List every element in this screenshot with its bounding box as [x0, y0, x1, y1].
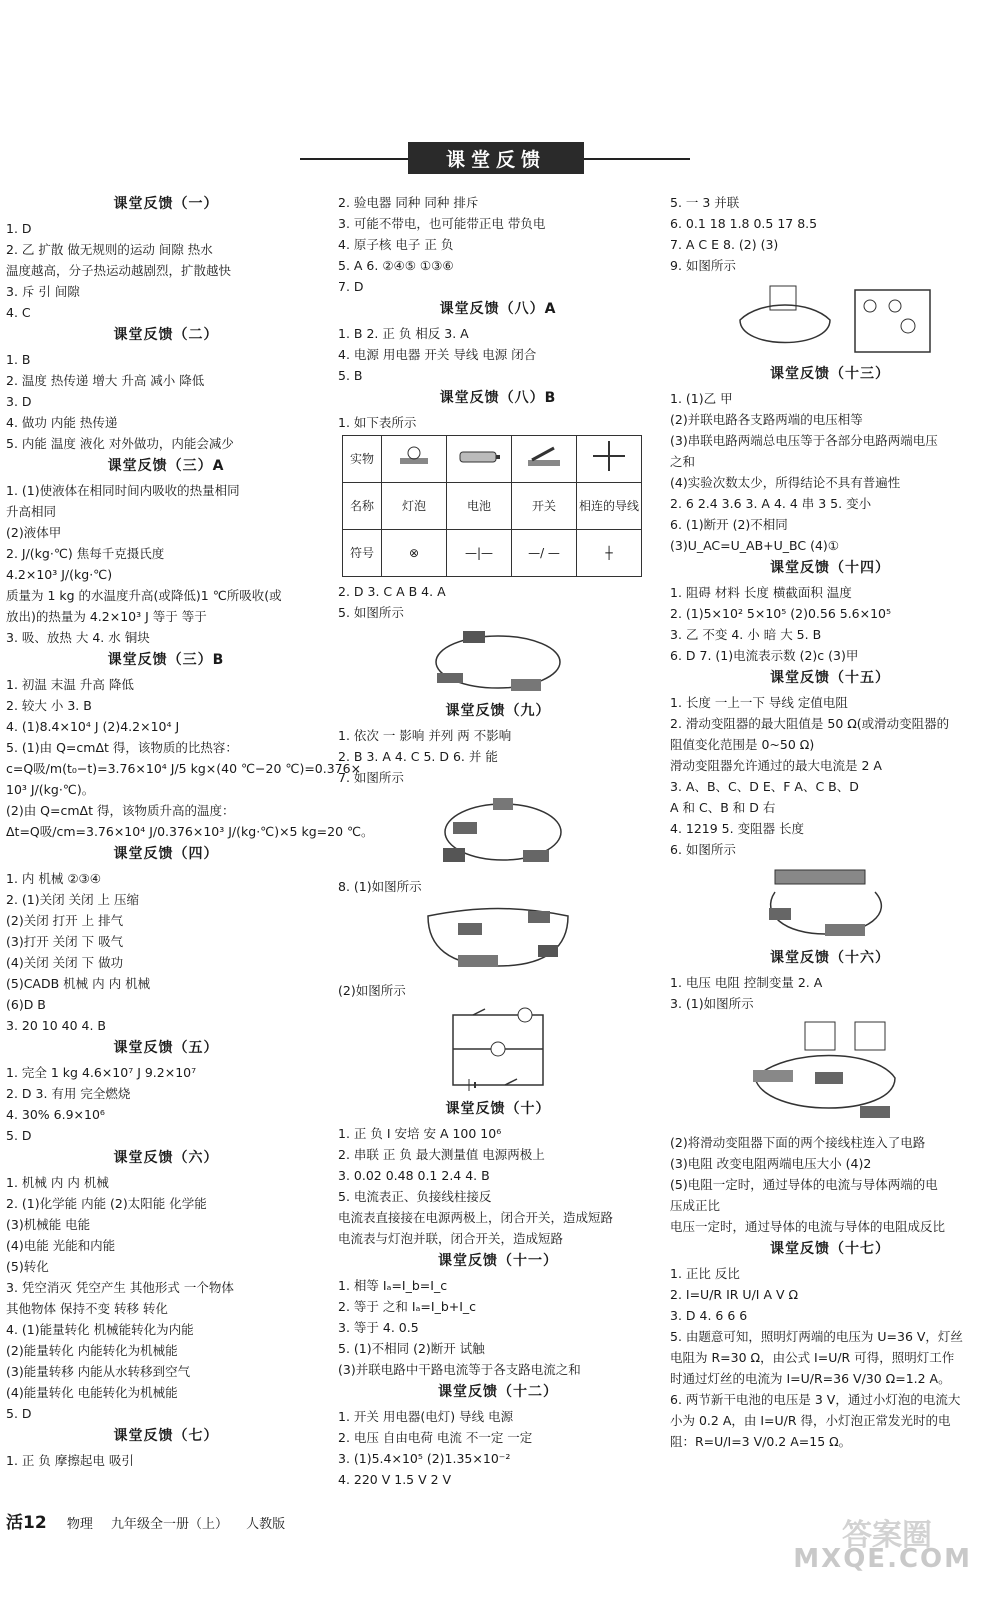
circuit-symbol-table — [342, 435, 642, 577]
answer-line: 4. C — [6, 305, 31, 320]
answer-line: 10³ J/(kg·℃)。 — [6, 782, 95, 797]
answer-line: (3)电阻 改变电阻两端电压大小 (4)2 — [670, 1156, 872, 1171]
answer-line: 1. (1)乙 甲 — [670, 391, 733, 406]
answer-line: 1. B 2. 正 负 相反 3. A — [338, 326, 469, 341]
answer-line: 之和 — [670, 454, 696, 469]
answer-line: 1. 开关 用电器(电灯) 导线 电源 — [338, 1409, 514, 1424]
answer-line: (2)能量转化 内能转化为机械能 — [6, 1343, 178, 1358]
answer-line: 6. 0.1 18 1.8 0.5 17 8.5 — [670, 216, 818, 231]
answer-line: 1. 如下表所示 — [338, 415, 417, 430]
table-symbol-battery: —|— — [447, 530, 512, 577]
answer-line: 1. 正 负 I 安培 安 A 100 10⁶ — [338, 1126, 502, 1141]
answer-line: 5. A 6. ②④⑤ ①③⑥ — [338, 258, 454, 273]
circuit-figure-12-9 — [720, 280, 940, 360]
table-object-bulb — [382, 436, 447, 483]
answer-line: (5)转化 — [6, 1259, 49, 1274]
answer-line: (2)由 Q=cmΔt 得，该物质升高的温度： — [6, 803, 235, 818]
circuit-figure-8b-5 — [423, 627, 573, 697]
answer-line: (2)并联电路各支路两端的电压相等 — [670, 412, 863, 427]
answer-line: 2. D 3. 有用 完全燃烧 — [6, 1086, 131, 1101]
table-head-symbol: 符号 — [343, 530, 382, 577]
table-name-battery: 电池 — [447, 483, 512, 530]
col2-block-a — [338, 192, 658, 433]
answer-line: 时通过灯丝的电流为 I=U/R=36 V/30 Ω=1.2 A。 — [670, 1371, 951, 1386]
answer-line: 2. J/(kg·℃) 焦每千克摄氏度 — [6, 546, 165, 561]
answer-line: 电流表直接接在电源两极上，闭合开关，造成短路 — [338, 1210, 614, 1225]
answer-line: (3)机械能 电能 — [6, 1217, 91, 1232]
answer-line: 2. 6 2.4 3.6 3. A 4. 4 串 3 5. 变小 — [670, 496, 872, 511]
answer-line: 1. 长度 一上一下 导线 定值电阻 — [670, 695, 848, 710]
watermark-url: MXQE.COM — [793, 1544, 972, 1574]
answer-line: (2)关闭 打开 上 排气 — [6, 913, 124, 928]
answer-line: 1. 电压 电阻 控制变量 2. A — [670, 975, 823, 990]
circuit-diagram-9-8-2 — [443, 1005, 553, 1095]
answer-line: 3. 凭空消灭 凭空产生 其他形式 一个物体 — [6, 1280, 234, 1295]
answer-line: 小为 0.2 A，由 I=U/R 得，小灯泡正常发光时的电 — [670, 1413, 951, 1428]
answer-line: 1. 正比 反比 — [670, 1266, 740, 1281]
section-heading: 课堂反馈（十二） — [438, 1384, 558, 1400]
col2-block-c — [338, 701, 658, 788]
section-heading: 课堂反馈（五） — [113, 1040, 219, 1056]
answer-line: 2. (1)5×10² 5×10⁵ (2)0.56 5.6×10⁵ — [670, 606, 892, 621]
answer-line: 2. 验电器 同种 同种 排斥 — [338, 195, 479, 210]
answer-line: 5. (1)不相同 (2)断开 试触 — [338, 1341, 485, 1356]
answer-line: 5. B — [338, 368, 363, 383]
section-heading: 课堂反馈（三）B — [107, 652, 225, 668]
answer-line: 阻值变化范围是 0~50 Ω) — [670, 737, 815, 752]
table-name-wires: 相连的导线 — [577, 483, 642, 530]
section-heading: 课堂反馈（十三） — [770, 366, 890, 382]
section-heading: 课堂反馈（十五） — [770, 670, 890, 686]
table-symbol-bulb: ⊗ — [382, 530, 447, 577]
answer-line: 4.2×10³ J/(kg·℃) — [6, 567, 113, 582]
answer-line: 2. (1)关闭 关闭 上 压缩 — [6, 892, 140, 907]
watermark-logo: 答案圈 — [842, 1518, 932, 1553]
section-heading: 课堂反馈（三）A — [107, 458, 225, 474]
answer-line: 6. 两节新干电池的电压是 3 V，通过小灯泡的电流大 — [670, 1392, 961, 1407]
footer-grade: 九年级全一册（上） — [110, 1517, 228, 1532]
answer-line: 其他物体 保持不变 转移 转化 — [6, 1301, 168, 1316]
answer-line: 3. (1)5.4×10⁵ (2)1.35×10⁻² — [338, 1451, 511, 1466]
answer-line: (3)打开 关闭 下 吸气 — [6, 934, 124, 949]
answer-line: 3. (1)如图所示 — [670, 996, 754, 1011]
col2-block-e — [338, 980, 658, 1001]
answer-line: (5)电阻一定时，通过导体的电流与导体两端的电 — [670, 1177, 938, 1192]
answer-line: 阻：R=U/I=3 V/0.2 A=15 Ω。 — [670, 1434, 852, 1449]
table-name-switch: 开关 — [512, 483, 577, 530]
section-heading: 课堂反馈（一） — [113, 196, 219, 212]
answer-line: 2. 等于 之和 Iₐ=I_b+I_c — [338, 1299, 477, 1314]
section-heading: 课堂反馈（九） — [445, 703, 551, 719]
answer-line: 1. 阻碍 材料 长度 横截面积 温度 — [670, 585, 852, 600]
answer-line: 2. 电压 自由电荷 电流 不一定 一定 — [338, 1430, 533, 1445]
answer-line: 3. 等于 4. 0.5 — [338, 1320, 419, 1335]
answer-line: 4. 原子核 电子 正 负 — [338, 237, 454, 252]
col3-block-a — [670, 192, 990, 276]
section-heading: 课堂反馈（八）B — [439, 390, 557, 406]
column-right — [670, 192, 990, 1452]
answer-line: 7. A C E 8. (2) (3) — [670, 237, 779, 252]
answer-line: 3. 可能不带电，也可能带正电 带负电 — [338, 216, 546, 231]
answer-line: 5. 由题意可知，照明灯两端的电压为 U=36 V，灯丝 — [670, 1329, 963, 1344]
answer-line: 4. 30% 6.9×10⁶ — [6, 1107, 105, 1122]
answer-line: 3. 吸、放热 大 4. 水 铜块 — [6, 630, 150, 645]
answer-line: 5. 一 3 并联 — [670, 195, 740, 210]
answer-line: (2)液体甲 — [6, 525, 62, 540]
answer-line: 质量为 1 kg 的水温度升高(或降低)1 ℃所吸收(或 — [6, 588, 282, 603]
answer-line: (3)U_AC=U_AB+U_BC (4)① — [670, 538, 840, 553]
answer-line: c=Q吸/m(t₀−t)=3.76×10⁴ J/5 kg×(40 ℃−20 ℃)=0.376× — [6, 761, 362, 776]
answer-line: 2. 温度 热传递 增大 升高 减小 降低 — [6, 373, 205, 388]
answer-line: 6. D 7. (1)电流表示数 (2)c (3)甲 — [670, 648, 859, 663]
answer-line: 电压一定时，通过导体的电流与导体的电阻成反比 — [670, 1219, 946, 1234]
table-symbol-switch: —/ — — [512, 530, 577, 577]
circuit-figure-9-7 — [423, 792, 573, 872]
answer-line: 2. 滑动变阻器的最大阻值是 50 Ω(或滑动变阻器的 — [670, 716, 950, 731]
section-heading: 课堂反馈（十） — [445, 1101, 551, 1117]
answer-line: 5. (1)由 Q=cmΔt 得，该物质的比热容： — [6, 740, 238, 755]
answer-line: (2)将滑动变阻器下面的两个接线柱连入了电路 — [670, 1135, 926, 1150]
answer-line: (4)关闭 关闭 下 做功 — [6, 955, 124, 970]
answer-line: 5. D — [6, 1128, 32, 1143]
section-heading: 课堂反馈（十四） — [770, 560, 890, 576]
answer-line: 1. (1)使液体在相同时间内吸收的热量相同 — [6, 483, 240, 498]
answer-line: 1. 正 负 摩擦起电 吸引 — [6, 1453, 134, 1468]
answer-line: 6. (1)断开 (2)不相同 — [670, 517, 788, 532]
answer-line: 1. B — [6, 352, 31, 367]
answer-line: 3. 斥 引 间隙 — [6, 284, 80, 299]
answer-line: 滑动变阻器允许通过的最大电流是 2 A — [670, 758, 882, 773]
section-heading: 课堂反馈（四） — [113, 846, 219, 862]
answer-line: 3. 0.02 0.48 0.1 2.4 4. B — [338, 1168, 490, 1183]
answer-line: 2. B 3. A 4. C 5. D 6. 并 能 — [338, 749, 498, 764]
answer-line: 4. 220 V 1.5 V 2 V — [338, 1472, 452, 1487]
answer-line: (3)串联电路两端总电压等于各部分电路两端电压 — [670, 433, 938, 448]
section-heading: 课堂反馈（十六） — [770, 950, 890, 966]
section-heading: 课堂反馈（七） — [113, 1428, 219, 1444]
table-symbol-wires: ┼ — [577, 530, 642, 577]
answer-line: 5. D — [6, 1406, 32, 1421]
col3-block-b — [670, 364, 990, 860]
table-name-bulb: 灯泡 — [382, 483, 447, 530]
section-banner — [300, 142, 690, 176]
answer-line: 1. 相等 Iₐ=I_b=I_c — [338, 1278, 448, 1293]
col2-block-d — [338, 876, 658, 897]
column-middle — [338, 192, 658, 1490]
answer-line: 2. 较大 小 3. B — [6, 698, 92, 713]
page-footer — [6, 1508, 299, 1533]
table-object-battery — [447, 436, 512, 483]
answer-line: 温度越高，分子热运动越剧烈，扩散越快 — [6, 263, 232, 278]
section-heading: 课堂反馈（六） — [113, 1150, 219, 1166]
answer-line: 5. 如图所示 — [338, 605, 404, 620]
answer-line: 3. D — [6, 394, 32, 409]
section-heading: 课堂反馈（十一） — [438, 1253, 558, 1269]
section-heading: 课堂反馈（十七） — [770, 1241, 890, 1257]
answer-line: (3)能量转移 内能从水转移到空气 — [6, 1364, 191, 1379]
table-head-name: 名称 — [343, 483, 382, 530]
answer-line: 1. 内 机械 ②③④ — [6, 871, 101, 886]
answer-line: 1. 依次 一 影响 并列 两 不影响 — [338, 728, 512, 743]
answer-line: 9. 如图所示 — [670, 258, 736, 273]
footer-edition: 人教版 — [246, 1517, 286, 1532]
answer-line: 2. (1)化学能 内能 (2)太阳能 化学能 — [6, 1196, 207, 1211]
answer-line: 3. D 4. 6 6 6 — [670, 1308, 748, 1323]
answer-line: 6. 如图所示 — [670, 842, 736, 857]
section-heading: 课堂反馈（二） — [113, 327, 219, 343]
answer-line: 4. (1)能量转化 机械能转化为内能 — [6, 1322, 194, 1337]
col2-block-f — [338, 1099, 658, 1490]
answer-line: Δt=Q吸/cm=3.76×10⁴ J/0.376×10³ J/(kg·℃)×5 kg=20 ℃。 — [6, 824, 374, 839]
answer-line: 4. 做功 内能 热传递 — [6, 415, 118, 430]
answer-line: 2. 串联 正 负 最大测量值 电源两极上 — [338, 1147, 545, 1162]
answer-line: 1. D — [6, 221, 32, 236]
answer-line: 升高相同 — [6, 504, 57, 519]
answer-line: 3. A、B、C、D E、F A、C B、D — [670, 779, 859, 794]
answer-line: 2. D 3. C A B 4. A — [338, 584, 446, 599]
answer-line: (3)并联电路中干路电流等于各支路电流之和 — [338, 1362, 581, 1377]
answer-line: 1. 机械 内 内 机械 — [6, 1175, 109, 1190]
answer-line: 7. 如图所示 — [338, 770, 404, 785]
answer-line: 5. 内能 温度 液化 对外做功，内能会减少 — [6, 436, 234, 451]
answer-line: (5)CADB 机械 内 内 机械 — [6, 976, 151, 991]
watermark — [722, 1510, 972, 1580]
answer-line: 1. 完全 1 kg 4.6×10⁷ J 9.2×10⁷ — [6, 1065, 197, 1080]
table-object-wires — [577, 436, 642, 483]
answer-line: 8. (1)如图所示 — [338, 879, 422, 894]
banner-title: 课堂反馈 — [408, 142, 584, 174]
answer-line: 电阻为 R=30 Ω，由公式 I=U/R 可得，照明灯工作 — [670, 1350, 955, 1365]
answer-line: 电流表与灯泡并联，闭合开关，造成短路 — [338, 1231, 564, 1246]
answer-line: 压成正比 — [670, 1198, 721, 1213]
col2-block-b — [338, 581, 658, 623]
circuit-figure-15-6 — [755, 864, 905, 944]
answer-line: 3. 乙 不变 4. 小 暗 大 5. B — [670, 627, 822, 642]
answer-line: (2)如图所示 — [338, 983, 406, 998]
answer-line: 放出)的热量为 4.2×10³ J 等于 等于 — [6, 609, 207, 624]
answer-line: 3. 20 10 40 4. B — [6, 1018, 107, 1033]
circuit-figure-9-8-1 — [418, 901, 578, 976]
answer-line: 4. (1)8.4×10⁴ J (2)4.2×10⁴ J — [6, 719, 180, 734]
answer-line: 4. 1219 5. 变阻器 长度 — [670, 821, 805, 836]
answer-line: 1. 初温 末温 升高 降低 — [6, 677, 134, 692]
answer-line: 7. D — [338, 279, 364, 294]
answer-line: 2. 乙 扩散 做无规则的运动 间隙 热水 — [6, 242, 213, 257]
answer-line: (4)电能 光能和内能 — [6, 1238, 116, 1253]
col3-block-c — [670, 948, 990, 1014]
answer-line: A 和 C、B 和 D 右 — [670, 800, 776, 815]
page-number: 活12 — [6, 1513, 47, 1533]
answer-line: 5. 电流表正、负接线柱接反 — [338, 1189, 492, 1204]
footer-subject: 物理 — [66, 1517, 93, 1532]
answer-line: (6)D B — [6, 997, 46, 1012]
table-object-switch — [512, 436, 577, 483]
answer-line: (4)实验次数太少，所得结论不具有普遍性 — [670, 475, 901, 490]
col3-block-d — [670, 1132, 990, 1452]
table-head-object: 实物 — [343, 436, 382, 483]
circuit-figure-16-3 — [745, 1018, 915, 1128]
answer-line: 4. 电源 用电器 开关 导线 电源 闭合 — [338, 347, 537, 362]
answer-line: 2. I=U/R IR U/I A V Ω — [670, 1287, 799, 1302]
section-heading: 课堂反馈（八）A — [439, 301, 557, 317]
answer-line: (4)能量转化 电能转化为机械能 — [6, 1385, 178, 1400]
